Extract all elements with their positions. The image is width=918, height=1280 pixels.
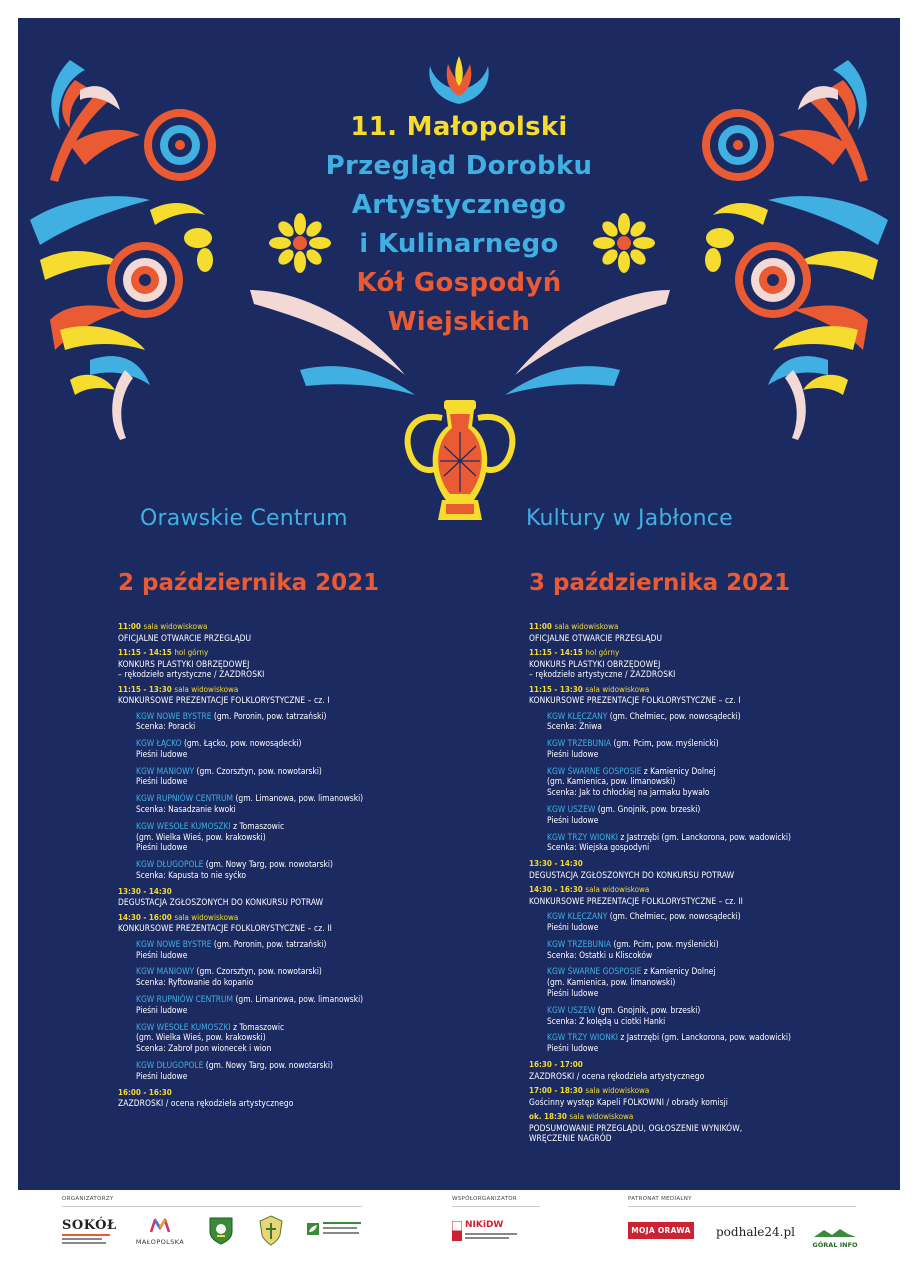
group-info: (gm. Poronin, pow. tatrzański) <box>213 710 327 721</box>
group-name: KGW USZEW <box>547 804 596 815</box>
hall: sala widowiskowa <box>174 912 239 922</box>
group-info: (gm. Chełmiec, pow. nowosądecki) <box>609 710 741 721</box>
malopolska-logo[interactable] <box>134 1218 186 1246</box>
event-title-continued: WRĘCZENIE NAGRÓD <box>529 1133 612 1144</box>
event-title: KONKURS PLASTYKI OBRZĘDOWEJ <box>118 658 250 669</box>
day1-date: 2 października 2021 <box>118 570 380 596</box>
media-patron-label: PATRONAT MEDIALNY <box>628 1196 692 1202</box>
group-line: Scenka: Wiejska gospodyni <box>547 842 650 853</box>
moja-orawa-logo-text: MOJA ORAWA <box>631 1226 691 1235</box>
group-info: (gm. Czorsztyn, pow. nowotarski) <box>196 966 322 977</box>
group-entry <box>136 994 458 1016</box>
group-entry <box>136 1022 458 1054</box>
group-entry <box>547 832 869 854</box>
schedule-block <box>118 648 458 680</box>
association-text-bar <box>323 1227 357 1229</box>
goral-info-logo[interactable] <box>812 1222 858 1249</box>
hall: sala widowiskowa <box>554 622 619 631</box>
time: 11:00 <box>529 622 552 631</box>
hall: sala widowiskowa <box>569 1112 634 1122</box>
hall: sala widowiskowa <box>585 885 650 895</box>
group-name: KGW USZEW <box>547 1004 596 1015</box>
group-line: Scenka: Poracki <box>136 721 196 732</box>
group-name: KGW MANIOWY <box>136 765 195 776</box>
event-subtitle: – rękodzieło artystyczne / ZAZDROSKI <box>118 669 265 679</box>
nikidw-text-bar <box>465 1237 509 1239</box>
group-info: (gm. Pcim, pow. myślenicki) <box>613 738 719 749</box>
time: 13:30 - 14:30 <box>529 859 583 869</box>
time: 16:30 - 17:00 <box>529 1060 583 1070</box>
group-name: KGW TRZEBUNIA <box>547 938 612 949</box>
organizers-divider <box>62 1206 362 1207</box>
group-info: z Jastrzębi (gm. Lanckorona, pow. wadowicki) <box>620 1032 791 1043</box>
group-entry <box>136 966 458 988</box>
group-line: Pieśni ludowe <box>136 776 188 787</box>
group-line: Scenka: Ryftowanie do kopanio <box>136 977 254 988</box>
event-title: OFICJALNE OTWARCIE PRZEGLĄDU <box>529 632 663 643</box>
group-info: z Tomaszowic <box>233 820 285 831</box>
event-title: DEGUSTACJA ZGŁOSZONYCH DO KONKURSU POTRAW <box>118 897 324 908</box>
group-name: KGW DŁUGOPOLE <box>136 859 204 870</box>
hall: sala widowiskowa <box>585 1086 650 1096</box>
time: ok. 18:30 <box>529 1112 567 1122</box>
schedule-block <box>118 685 458 706</box>
day2-date: 3 października 2021 <box>529 570 791 596</box>
group-line: (gm. Wielka Wieś, pow. krakowski) <box>136 831 266 842</box>
group-entry <box>136 859 458 881</box>
schedule-block <box>118 1088 458 1109</box>
group-info: (gm. Limanowa, pow. limanowski) <box>235 793 364 804</box>
group-line: Scenka: Kapusta to nie syćko <box>136 870 247 881</box>
podhale24-logo-text: podhale24.pl <box>716 1225 796 1239</box>
group-line: Pieśni ludowe <box>547 922 599 933</box>
group-entry <box>547 939 869 961</box>
group-name: KGW TRZY WIONKI <box>547 1032 619 1043</box>
group-line: Scenka: Nasadzanie kwoki <box>136 804 236 815</box>
time: 16:00 - 16:30 <box>118 1087 172 1097</box>
schedule-block <box>529 622 869 643</box>
hall: hol górny <box>174 648 209 657</box>
group-entry <box>547 738 869 760</box>
title-line-6: Wiejskich <box>387 307 531 337</box>
time: 11:15 - 13:30 <box>118 684 172 694</box>
group-info: (gm. Czorsztyn, pow. nowotarski) <box>196 765 322 776</box>
event-title <box>0 108 918 342</box>
group-name: KGW ŚWARNE GOSPOSIE <box>547 966 642 977</box>
schedule-block <box>529 859 869 880</box>
group-entry <box>136 793 458 815</box>
group-entry <box>547 711 869 733</box>
group-line: Pieśni ludowe <box>547 814 599 825</box>
time: 13:30 - 14:30 <box>118 886 172 896</box>
group-info: z Kamienicy Dolnej <box>643 765 716 776</box>
group-info: (gm. Limanowa, pow. limanowski) <box>235 994 364 1005</box>
sokol-logo-bar <box>62 1238 102 1240</box>
schedule-block <box>529 1112 869 1144</box>
event-title: ZAZDROSKI / ocena rękodzieła artystycznego <box>529 1070 705 1081</box>
event-title: ZAZDROSKI / ocena rękodzieła artystycznego <box>118 1098 294 1109</box>
group-entry <box>136 738 458 760</box>
venue-right: Kultury w Jabłonce <box>526 506 733 531</box>
event-subtitle: – rękodzieło artystyczne / ZAZDROSKI <box>529 669 676 679</box>
event-title: PODSUMOWANIE PRZEGLĄDU, OGŁOSZENIE WYNIKÓW, <box>529 1122 743 1133</box>
group-line: Pieśni ludowe <box>547 748 599 759</box>
group-entry <box>136 711 458 733</box>
group-line: Pieśni ludowe <box>136 748 188 759</box>
group-line: Pieśni ludowe <box>136 1004 188 1015</box>
group-name: KGW ŚWARNE GOSPOSIE <box>547 765 642 776</box>
event-title: Gościnny występ Kapeli FOLKOWNI / obrady komisji <box>529 1096 728 1107</box>
hall: sala widowiskowa <box>143 622 208 631</box>
malopolska-m-icon <box>149 1218 171 1234</box>
group-entry <box>136 1060 458 1082</box>
venue-left: Orawskie Centrum <box>140 506 348 531</box>
title-line-1: 11. Małopolski <box>350 112 568 142</box>
organizers-label: ORGANIZATORZY <box>62 1196 114 1202</box>
hall: sala widowiskowa <box>585 684 650 694</box>
group-line: Pieśni ludowe <box>136 842 188 853</box>
group-info: (gm. Gnojnik, pow. brzeski) <box>597 1004 701 1015</box>
schedule-block <box>529 885 869 906</box>
schedule-block <box>118 622 458 643</box>
podhale24-logo[interactable] <box>716 1222 796 1242</box>
group-name: KGW TRZY WIONKI <box>547 831 619 842</box>
group-name: KGW DŁUGOPOLE <box>136 1060 204 1071</box>
hall: sala widowiskowa <box>174 684 239 694</box>
sokol-logo-text: SOKÓŁ <box>62 1218 117 1233</box>
group-name: KGW WESOŁE KUMOSZKI <box>136 820 231 831</box>
group-line: Scenka: Z kolędą u ciotki Hanki <box>547 1015 666 1026</box>
coorganizer-label: WSPÓŁORGANIZATOR <box>452 1196 517 1202</box>
group-info: (gm. Łącko, pow. nowosądecki) <box>183 738 302 749</box>
group-entry <box>547 911 869 933</box>
event-title: OFICJALNE OTWARCIE PRZEGLĄDU <box>118 632 252 643</box>
nikidw-text-bar <box>465 1233 517 1235</box>
group-name: KGW KLĘCZANY <box>547 911 608 922</box>
vase-ornament <box>400 396 520 528</box>
time: 11:15 - 14:15 <box>118 648 172 657</box>
event-title: KONKURSOWE PREZENTACJE FOLKLORYSTYCZNE – cz. I <box>529 695 741 705</box>
day1-schedule <box>118 622 458 1114</box>
hall: hol górny <box>585 648 620 657</box>
group-name: KGW NOWE BYSTRE <box>136 938 212 949</box>
group-line: Pieśni ludowe <box>136 1070 188 1081</box>
group-name: KGW NOWE BYSTRE <box>136 710 212 721</box>
day2-schedule <box>529 622 869 1149</box>
group-info: z Jastrzębi (gm. Lanckorona, pow. wadowicki) <box>620 831 791 842</box>
group-name: KGW RUPNIÓW CENTRUM <box>136 793 234 804</box>
moja-orawa-logo[interactable] <box>628 1222 694 1239</box>
group-line: Scenka: Zniwa <box>547 721 602 732</box>
group-line: Scenka: Ostatki u Kliscoków <box>547 949 653 960</box>
time: 14:30 - 16:00 <box>118 912 172 922</box>
nikidw-flag-icon <box>452 1221 462 1241</box>
coorganizer-divider <box>452 1206 540 1207</box>
group-entry <box>136 766 458 788</box>
group-entry <box>547 1032 869 1054</box>
group-info: (gm. Nowy Targ, pow. nowotarski) <box>205 1060 333 1071</box>
group-entry <box>547 966 869 998</box>
sokol-logo-bar <box>62 1234 110 1236</box>
time: 11:15 - 13:30 <box>529 684 583 694</box>
coat-of-arms-1-icon[interactable] <box>208 1216 234 1246</box>
group-name: KGW MANIOWY <box>136 966 195 977</box>
group-name: KGW TRZEBUNIA <box>547 738 612 749</box>
group-line: Pieśni ludowe <box>547 1043 599 1054</box>
group-name: KGW KLĘCZANY <box>547 710 608 721</box>
group-entry <box>136 939 458 961</box>
group-info: z Kamienicy Dolnej <box>643 966 716 977</box>
media-divider <box>628 1206 856 1207</box>
top-tulip-ornament <box>420 52 498 108</box>
goral-info-logo-text: GÓRAL INFO <box>812 1241 858 1249</box>
sokol-logo[interactable] <box>62 1218 117 1246</box>
nikidw-logo[interactable] <box>452 1219 522 1245</box>
koło-gospodyń-association-logo[interactable] <box>306 1219 362 1243</box>
group-info: (gm. Gnojnik, pow. brzeski) <box>597 804 701 815</box>
association-text-bar <box>323 1222 361 1224</box>
event-title: KONKURSOWE PREZENTACJE FOLKLORYSTYCZNE – cz. I <box>118 695 330 705</box>
group-entry <box>547 1005 869 1027</box>
association-text-bar <box>323 1232 359 1234</box>
goral-mountains-icon <box>814 1229 856 1237</box>
group-name: KGW ŁĄCKO <box>136 738 182 749</box>
schedule-block <box>118 913 458 934</box>
group-name: KGW RUPNIÓW CENTRUM <box>136 994 234 1005</box>
title-line-2: Przegląd Dorobku <box>325 151 593 181</box>
sokol-logo-bar <box>62 1242 106 1244</box>
nikidw-logo-text: NIKiDW <box>465 1220 504 1230</box>
group-entry <box>547 804 869 826</box>
group-info: (gm. Poronin, pow. tatrzański) <box>213 938 327 949</box>
event-title: KONKURSOWE PREZENTACJE FOLKLORYSTYCZNE – cz. II <box>529 895 743 906</box>
title-line-5: Kół Gospodyń <box>356 268 562 298</box>
time: 17:00 - 18:30 <box>529 1086 583 1096</box>
event-title: KONKURSOWE PREZENTACJE FOLKLORYSTYCZNE – cz. II <box>118 923 332 934</box>
group-info: (gm. Pcim, pow. myślenicki) <box>613 938 719 949</box>
group-line: (gm. Wielka Wieś, pow. krakowski) <box>136 1032 266 1043</box>
time: 14:30 - 16:30 <box>529 885 583 895</box>
group-entry <box>547 766 869 798</box>
schedule-block <box>529 685 869 706</box>
malopolska-logo-text: MAŁOPOLSKA <box>135 1238 185 1246</box>
schedule-block <box>529 1086 869 1107</box>
group-line: (gm. Kamienica, pow. limanowski) <box>547 776 676 787</box>
event-title: DEGUSTACJA ZGŁOSZONYCH DO KONKURSU POTRAW <box>529 869 735 880</box>
group-line: Scenka: Zabroł pon wionecek i wion <box>136 1043 272 1054</box>
group-name: KGW WESOŁE KUMOSZKI <box>136 1021 231 1032</box>
time: 11:00 <box>118 622 141 631</box>
coat-of-arms-2-icon[interactable] <box>258 1215 284 1247</box>
title-line-3: Artystycznego <box>351 190 567 220</box>
group-info: (gm. Nowy Targ, pow. nowotarski) <box>205 859 333 870</box>
association-leaf-icon <box>306 1222 320 1236</box>
group-line: Pieśni ludowe <box>547 988 599 999</box>
schedule-block <box>529 648 869 680</box>
group-info: z Tomaszowic <box>233 1021 285 1032</box>
group-info: (gm. Chełmiec, pow. nowosądecki) <box>609 911 741 922</box>
group-line: Scenka: Jak to chłockiej na jarmaku bywało <box>547 787 710 798</box>
group-line: (gm. Kamienica, pow. limanowski) <box>547 977 676 988</box>
schedule-block <box>529 1060 869 1081</box>
event-title: KONKURS PLASTYKI OBRZĘDOWEJ <box>529 658 661 669</box>
group-entry <box>136 821 458 853</box>
title-line-4: i Kulinarnego <box>359 229 559 259</box>
schedule-block <box>118 887 458 908</box>
time: 11:15 - 14:15 <box>529 648 583 657</box>
group-line: Pieśni ludowe <box>136 949 188 960</box>
